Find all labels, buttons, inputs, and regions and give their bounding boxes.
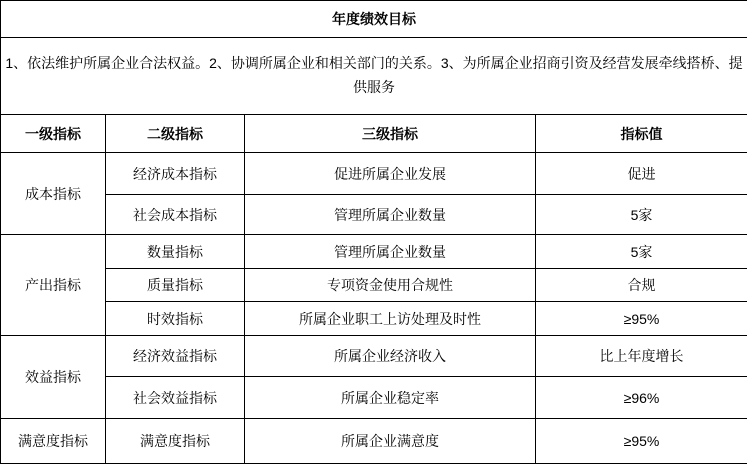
indicator-value-cell: 5家: [536, 235, 747, 269]
level3-indicator-cell: 所属企业稳定率: [245, 377, 536, 419]
level2-indicator-cell: 社会成本指标: [106, 195, 245, 235]
indicator-value-cell: 5家: [536, 195, 747, 235]
title-row: [1, 1, 747, 38]
header-row: [1, 115, 747, 153]
column-header-level2: 二级指标: [106, 115, 245, 153]
indicator-value-cell: ≥96%: [536, 377, 747, 419]
indicator-value-cell: 比上年度增长: [536, 336, 747, 377]
level3-indicator-cell: 管理所属企业数量: [245, 195, 536, 235]
level3-indicator-cell: 所属企业满意度: [245, 419, 536, 464]
level2-indicator-cell: 社会效益指标: [106, 377, 245, 419]
level3-indicator-cell: 专项资金使用合规性: [245, 269, 536, 302]
table-body: [1, 153, 747, 464]
table-row: [1, 195, 747, 235]
level3-indicator-cell: 所属企业职工上访处理及时性: [245, 302, 536, 336]
column-header-level3: 三级指标: [245, 115, 536, 153]
table-row: [1, 153, 747, 195]
column-header-value: 指标值: [536, 115, 747, 153]
indicator-value-cell: ≥95%: [536, 302, 747, 336]
table-row: [1, 269, 747, 302]
table-row: [1, 377, 747, 419]
column-header-level1: 一级指标: [1, 115, 106, 153]
level2-indicator-cell: 数量指标: [106, 235, 245, 269]
indicator-value-cell: 促进: [536, 153, 747, 195]
level2-indicator-cell: 经济成本指标: [106, 153, 245, 195]
level2-indicator-cell: 经济效益指标: [106, 336, 245, 377]
level1-indicator-cell: 成本指标: [1, 153, 106, 235]
level1-indicator-cell: 满意度指标: [1, 419, 106, 464]
table-title: 年度绩效目标: [1, 1, 747, 38]
table-row: [1, 336, 747, 377]
level3-indicator-cell: 管理所属企业数量: [245, 235, 536, 269]
description-row: [1, 38, 747, 115]
table-static-head: [1, 1, 747, 153]
level3-indicator-cell: 所属企业经济收入: [245, 336, 536, 377]
level1-indicator-cell: 产出指标: [1, 235, 106, 336]
level2-indicator-cell: 时效指标: [106, 302, 245, 336]
table-row: [1, 235, 747, 269]
indicator-value-cell: 合规: [536, 269, 747, 302]
indicator-value-cell: ≥95%: [536, 419, 747, 464]
level1-indicator-cell: 效益指标: [1, 336, 106, 419]
level2-indicator-cell: 满意度指标: [106, 419, 245, 464]
level3-indicator-cell: 促进所属企业发展: [245, 153, 536, 195]
level2-indicator-cell: 质量指标: [106, 269, 245, 302]
table-description: 1、依法维护所属企业合法权益。2、协调所属企业和相关部门的关系。3、为所属企业招商引资及经营发展牵线搭桥、提供服务: [1, 38, 747, 115]
table-row: [1, 302, 747, 336]
table-row: [1, 419, 747, 464]
